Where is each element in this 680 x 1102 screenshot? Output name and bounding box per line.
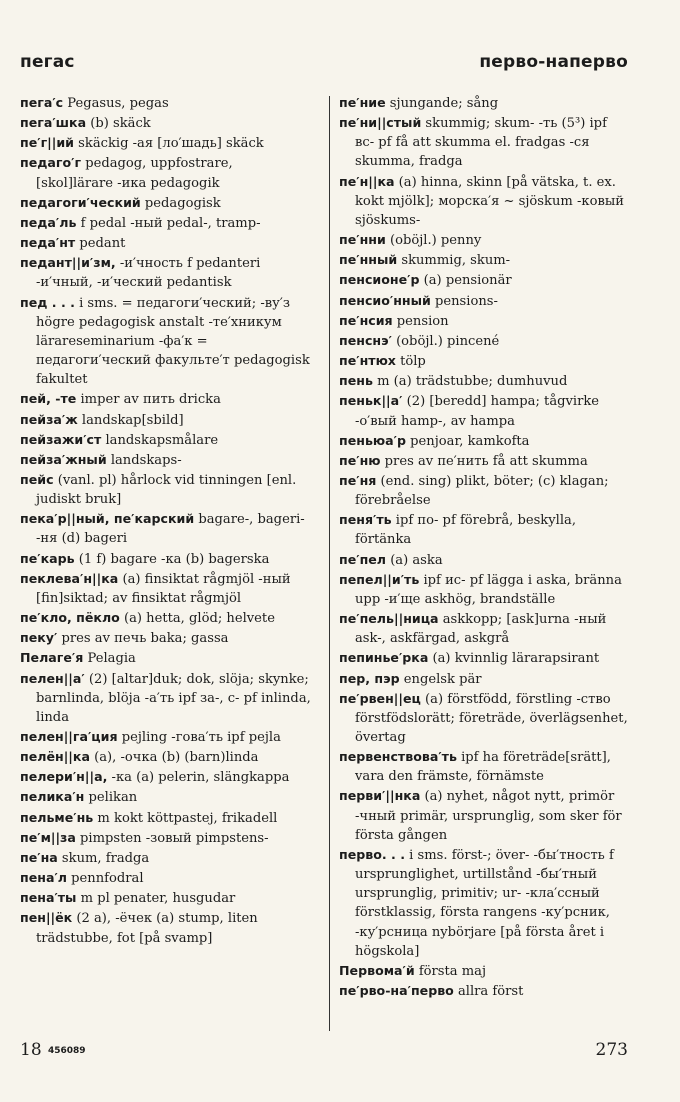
entry-headword: пей, -те: [20, 391, 77, 407]
dictionary-entry: [20, 213, 312, 233]
entry-definition: -и′чность f pedanteri -и′чный, -и′ческий pedantisk: [36, 256, 261, 291]
entry-definition: (a) finsiktat rågmjöl -ный [fin]siktad; av finsiktat rågmjöl: [36, 571, 291, 606]
entry-headword: пе′нсия: [339, 312, 393, 328]
entry-headword: пед . . .: [20, 294, 75, 310]
entry-definition: första maj: [414, 963, 487, 979]
dictionary-entry: [339, 648, 629, 668]
dictionary-entry: [20, 470, 312, 509]
dictionary-entry: [339, 250, 629, 270]
entry-definition: (1 f) bagare -ка (b) bagerska: [74, 551, 270, 567]
entry-definition: (a) nyhet, något nytt, primör -чный primär, ursprunglig, som sker för första gången: [355, 789, 622, 843]
entry-headword: пе′пел: [339, 551, 387, 567]
entry-definition: (vanl. pl) hårlock vid tinningen [enl. judiskt bruk]: [36, 472, 297, 508]
entry-definition: landskaps-: [106, 452, 182, 468]
dictionary-entry: [339, 113, 629, 171]
entry-definition: Pelagia: [83, 651, 136, 667]
entry-definition: pimpsten -зовый pimpstens-: [75, 830, 269, 846]
entry-headword: пе′рво-на′перво: [339, 983, 454, 999]
entry-headword: пе′пель||ница: [339, 611, 439, 627]
entry-definition: imper av пить dricka: [76, 392, 221, 408]
dictionary-entry: [339, 331, 629, 351]
entry-headword: педагоги′ческий: [20, 194, 141, 210]
entry-headword: пельме′нь: [20, 809, 94, 825]
entry-headword: пеня′ть: [339, 512, 392, 528]
entry-headword: пена′л: [20, 870, 67, 886]
entry-definition: engelsk pär: [399, 671, 482, 687]
entry-definition: ipf по- pf förebrå, beskylla, förtänka: [355, 513, 576, 548]
page-number: 273: [595, 1040, 628, 1060]
entry-definition: pedagog, uppfostrare, [skol]lärare -ика pedagogik: [36, 156, 233, 191]
dictionary-entry: [339, 747, 629, 786]
entry-headword: пейза′ж: [20, 411, 78, 427]
dictionary-entry: [20, 193, 312, 213]
entry-definition: pensions-: [430, 293, 498, 309]
dictionary-entry: [20, 509, 312, 548]
dictionary-entry: [20, 430, 312, 450]
dictionary-entry: [20, 608, 312, 628]
entry-definition: penjoar, kamkofta: [405, 433, 530, 449]
entry-definition: pejling -гова′ть ipf pejla: [117, 730, 281, 745]
dictionary-entry: [339, 391, 629, 430]
entry-definition: (a) hinna, skinn [på vätska, t. ex. kokt mjölk]; морска′я ~ sjöskum -ковый sjöskums-: [355, 174, 624, 228]
dictionary-entry: [20, 133, 312, 153]
dictionary-entry: [339, 230, 629, 250]
entry-headword: пе′м||за: [20, 829, 76, 845]
entry-headword: пелери′н||а,: [20, 769, 108, 785]
left-column: [20, 93, 312, 948]
entry-headword: пе′нтюх: [339, 353, 396, 369]
entry-definition: landskap[sbild]: [77, 412, 184, 428]
dictionary-entry: [20, 450, 312, 470]
entry-definition: (2 a), -ёчек (a) stump, liten trädstubbe, fot [på svamp]: [36, 911, 258, 946]
dictionary-entry: [339, 93, 629, 113]
entry-headword: перви′||нка: [339, 788, 421, 804]
dictionary-entry: [339, 351, 629, 371]
dictionary-entry: [339, 981, 629, 1001]
entry-headword: пенсио′нный: [339, 292, 431, 308]
entry-headword: пен||ёк: [20, 910, 73, 926]
entry-headword: пеку′: [20, 630, 58, 646]
entry-definition: skummig, skum-: [397, 253, 511, 269]
dictionary-entry: [20, 153, 312, 192]
dictionary-entry: [339, 371, 629, 391]
entry-headword: Пелаге′я: [20, 650, 84, 666]
entry-definition: i sms. = педагоги′ческий; -ву′з högre pedagogisk anstalt -те′хникум lärareseminarium -фа′к = педагоги′ческий факульте′т pedagogisk fakultet: [36, 295, 310, 388]
entry-definition: ipf ha företräde[srätt], vara den främste, förnämste: [355, 750, 611, 785]
entry-definition: i sms. först-; över- -бы′тность f ursprunglighet, urtillstånd -бы′тный ursprunglig, primitiv; ur- -кла′ссный förstklassig, första rangens -ку′рсник, -ку′рсница nybörjare [på första året i högskola]: [355, 847, 614, 959]
entry-definition: sjungande; sång: [385, 96, 499, 111]
entry-definition: pedagogisk: [140, 195, 221, 211]
dictionary-entry: [20, 648, 312, 668]
entry-headword: педаго′г: [20, 155, 82, 171]
entry-headword: пейзажи′ст: [20, 431, 102, 447]
dictionary-entry: [20, 93, 312, 113]
entry-headword: пе′на: [20, 849, 58, 865]
entry-headword: пе′карь: [20, 550, 75, 566]
dictionary-entry: [339, 311, 629, 331]
entry-definition: skum, fradga: [57, 850, 150, 866]
entry-headword: пе′ня: [339, 472, 377, 488]
entry-headword: пер, пэр: [339, 670, 400, 686]
dictionary-entry: [20, 727, 312, 747]
entry-definition: pension: [392, 313, 449, 329]
column-divider: [329, 96, 330, 1031]
dictionary-entry: [20, 888, 312, 908]
entry-definition: (2) [beredd] hampa; tågvirke -о′вый hamp-, av hampa: [355, 394, 600, 429]
dictionary-entry: [339, 270, 629, 290]
dictionary-entry: [339, 550, 629, 570]
dictionary-entry: [20, 410, 312, 430]
dictionary-entry: [339, 291, 629, 311]
dictionary-entry: [339, 786, 629, 844]
dictionary-entry: [20, 293, 312, 390]
entry-headword: пелён||ка: [20, 749, 90, 765]
entry-definition: skummig; skum- -ть (5³) ipf вс- pf få att skumma el. fradgas -ся skumma, fradga: [355, 116, 607, 170]
entry-headword: пе′ню: [339, 452, 381, 468]
entry-definition: (a), -очка (b) (barn)linda: [89, 750, 259, 766]
entry-definition: m kokt köttpastej, frikadell: [93, 810, 278, 826]
dictionary-entry: [20, 747, 312, 767]
entry-headword: пеньк||а′: [339, 393, 403, 409]
entry-headword: пепинье′рка: [339, 650, 429, 666]
entry-headword: пе′ни||стый: [339, 115, 422, 131]
entry-headword: пе′нни: [339, 232, 386, 248]
entry-headword: пенсионе′р: [339, 272, 420, 288]
entry-definition: (a) pensionär: [419, 273, 512, 289]
print-code: 456089: [48, 1046, 86, 1056]
dictionary-entry: [20, 569, 312, 608]
dictionary-entry: [20, 828, 312, 848]
dictionary-entry: [20, 908, 312, 947]
dictionary-entry: [20, 253, 312, 292]
dictionary-entry: [20, 787, 312, 807]
dictionary-entry: [339, 172, 629, 230]
entry-headword: пе′нный: [339, 252, 398, 268]
entry-definition: m (a) trädstubbe; dumhuvud: [372, 374, 568, 390]
entry-headword: пе′рвен||ец: [339, 690, 421, 706]
entry-headword: пень: [339, 373, 373, 389]
right-guide-word: перво-наперво: [479, 52, 628, 72]
dictionary-entry: [20, 868, 312, 888]
entry-headword: пепел||и′ть: [339, 571, 420, 587]
entry-definition: (oböjl.) penny: [385, 233, 482, 249]
dictionary-entry: [20, 669, 312, 727]
entry-definition: tölp: [395, 354, 426, 370]
dictionary-entry: [339, 471, 629, 510]
dictionary-entry: [20, 808, 312, 828]
entry-headword: пеньюа′р: [339, 432, 406, 448]
entry-headword: педа′нт: [20, 235, 76, 251]
entry-definition: pedant: [75, 236, 126, 252]
entry-headword: перво. . .: [339, 846, 406, 862]
entry-headword: пека′р||ный, пе′карский: [20, 511, 195, 527]
entry-headword: пега′с: [20, 95, 64, 110]
entry-definition: pelikan: [84, 790, 138, 806]
dictionary-entry: [20, 628, 312, 648]
dictionary-entry: [20, 549, 312, 569]
dictionary-entry: [20, 113, 312, 133]
dictionary-entry: [339, 961, 629, 981]
entry-definition: (oböjl.) pincené: [391, 333, 500, 349]
entry-headword: пеклева′н||ка: [20, 570, 119, 586]
entry-definition: pennfodral: [67, 871, 144, 887]
entry-headword: пейза′жный: [20, 451, 107, 467]
entry-definition: pres av пе′нить få att skumma: [380, 453, 588, 469]
dictionary-entry: [20, 767, 312, 787]
dictionary-entry: [339, 451, 629, 471]
entry-definition: (a) förstfödd, förstling -ство förstfödslorätt; företräde, överlägsenhet, övertag: [355, 691, 628, 745]
entry-definition: askkopp; [ask]urna -ный ask-, askfärgad, askgrå: [355, 612, 607, 647]
dictionary-entry: [339, 510, 629, 549]
entry-headword: педант||и′зм,: [20, 255, 116, 271]
entry-headword: пе′н||ка: [339, 173, 395, 189]
entry-definition: (a) hetta, glöd; helvete: [119, 611, 275, 627]
entry-definition: (a) aska: [386, 552, 443, 568]
entry-headword: пелика′н: [20, 789, 85, 805]
entry-headword: первенствова′ть: [339, 749, 457, 765]
entry-definition: Pegasus, pegas: [63, 96, 169, 111]
entry-headword: пе′кло, пёкло: [20, 610, 120, 626]
entry-definition: landskapsmålare: [101, 432, 219, 448]
entry-headword: пейс: [20, 471, 54, 487]
entry-definition: pres av печь baka; gassa: [57, 631, 229, 647]
entry-headword: пена′ты: [20, 890, 77, 906]
entry-definition: (2) [altar]duk; dok, slöja; skynke; barnlinda, blöja -а′ть ipf за-, с- pf inlinda, linda: [36, 671, 311, 725]
dictionary-entry: [339, 689, 629, 747]
dictionary-entry: [339, 570, 629, 609]
entry-definition: (a) kvinnlig lärarapsirant: [428, 651, 600, 667]
dictionary-entry: [339, 669, 629, 689]
dictionary-entry: [339, 845, 629, 961]
entry-headword: пега′шка: [20, 115, 87, 131]
entry-headword: пе′г||ий: [20, 135, 74, 151]
entry-headword: пелен||а′: [20, 670, 85, 686]
entry-definition: f pedal -ный pedal-, tramp-: [76, 215, 261, 231]
entry-definition: bagare-, bageri- -ня (d) bageri: [36, 512, 305, 547]
left-guide-word: пегас: [20, 52, 75, 72]
entry-definition: allra först: [453, 984, 524, 1000]
dictionary-entry: [20, 389, 312, 409]
entry-headword: педа′ль: [20, 214, 77, 230]
entry-definition: (end. sing) plikt, böter; (c) klagan; förebråelse: [355, 473, 609, 509]
right-column: [339, 93, 629, 1001]
entry-definition: -ка (a) pelerin, slängkappa: [107, 770, 290, 786]
entry-definition: skäckig -ая [ло′шадь] skäck: [74, 136, 264, 152]
dictionary-entry: [20, 848, 312, 868]
entry-definition: (b) skäck: [86, 116, 151, 132]
entry-definition: m pl penater, husgudar: [76, 891, 236, 907]
entry-definition: ipf ис- pf lägga i aska, bränna upp -и′ще askhög, brandställe: [355, 572, 622, 607]
signature-number: 18: [20, 1040, 42, 1060]
entry-headword: пе′ние: [339, 95, 386, 110]
dictionary-entry: [339, 431, 629, 451]
entry-headword: пелен||га′ция: [20, 729, 118, 744]
dictionary-entry: [339, 609, 629, 648]
entry-headword: Первома′й: [339, 962, 415, 978]
entry-headword: пенснэ′: [339, 332, 392, 348]
dictionary-entry: [20, 233, 312, 253]
